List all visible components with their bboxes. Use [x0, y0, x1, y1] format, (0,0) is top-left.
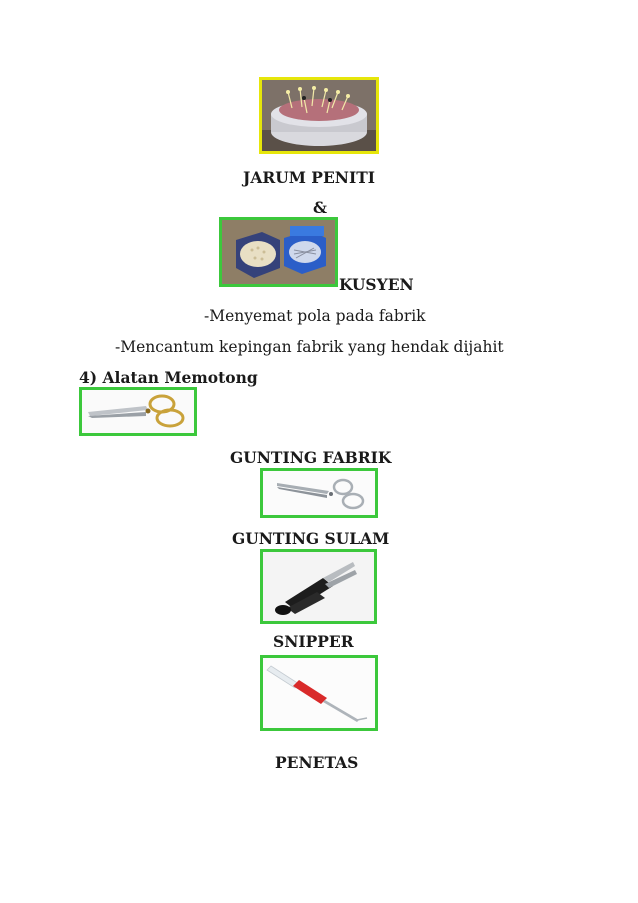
label-gunting-fabrik: GUNTING FABRIK	[230, 448, 392, 467]
label-gunting-sulam: GUNTING SULAM	[232, 529, 390, 548]
fabric-scissors-image	[79, 387, 197, 436]
pin-cushion-image	[259, 77, 379, 154]
seam-ripper-image	[260, 655, 378, 731]
use-text-2: -Mencantum kepingan fabrik yang hendak dijahit	[115, 338, 504, 356]
section-title: Alatan Memotong	[102, 368, 258, 387]
label-penetas: PENETAS	[275, 753, 359, 772]
label-kusyen: KUSYEN	[339, 275, 414, 294]
label-ampersand: &	[313, 198, 327, 217]
embroidery-scissors-image	[260, 468, 378, 518]
pin-boxes-image	[219, 217, 338, 287]
use-text-1: -Menyemat pola pada fabrik	[204, 307, 426, 325]
label-snipper: SNIPPER	[273, 632, 354, 651]
snipper-image	[260, 549, 377, 624]
label-jarum-peniti: JARUM PENITI	[243, 168, 375, 187]
section-heading	[79, 368, 258, 387]
section-number: 4)	[79, 368, 98, 387]
